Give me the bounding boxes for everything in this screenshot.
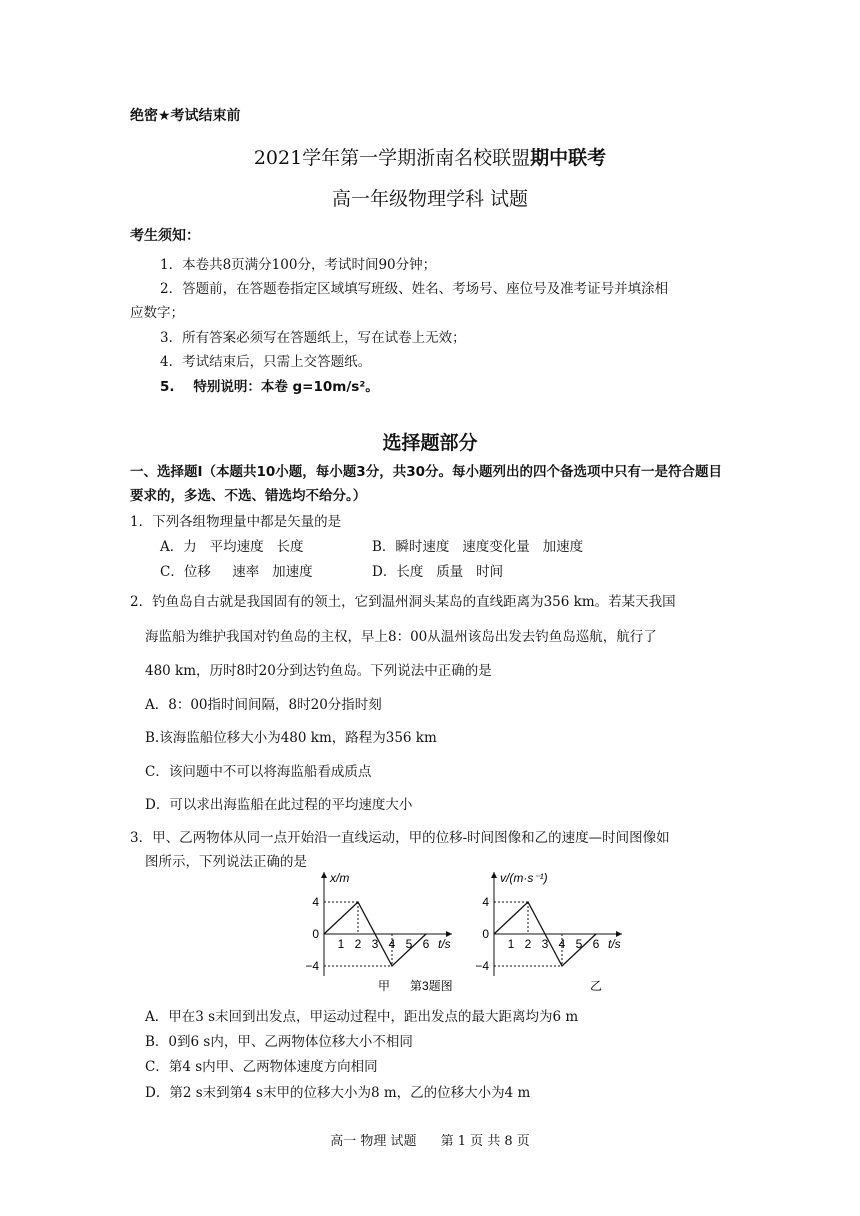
q2-option-a: A．8：00指时间间隔，8时20分指时刻	[145, 697, 382, 713]
jia-xtick-6: 6	[422, 937, 430, 951]
notice-heading: 考生须知：	[130, 228, 200, 244]
jia-xtick-4: 4	[388, 937, 396, 951]
q2-option-b: B.该海监船位移大小为480 km，路程为356 km	[145, 730, 437, 746]
notice-item-2-cont: 应数字；	[130, 305, 184, 321]
jia-xtick-5: 5	[405, 937, 413, 951]
left-graph-caption: 甲	[378, 979, 391, 993]
q2-stem-3: 480 km，历时8时20分到达钓鱼岛。下列说法中正确的是	[145, 663, 492, 679]
q1-stem: 1．下列各组物理量中都是矢量的是	[130, 514, 342, 530]
q3-option-d: D．第2 s末到第4 s末甲的位移大小为8 m，乙的位移大小为4 m	[145, 1085, 531, 1101]
q3-figure-svg	[290, 866, 650, 998]
part-heading: 一、选择题Ⅰ（本题共10小题，每小题3分，共30分。每小题列出的四个备选项中只有一是符合题目要求的，多选、不选、错选均不给分。）	[130, 464, 722, 504]
yi-xtick-5: 5	[575, 937, 583, 951]
jia-xtick-2: 2	[354, 937, 362, 951]
q1-option-a: A．力 平均速度 长度	[160, 539, 304, 555]
q2-stem-1: 2．钓鱼岛自古就是我国固有的领土，它到温州洞头某岛的直线距离为356 km。若某天我国	[130, 594, 676, 610]
q2-stem-2: 海监船为维护我国对钓鱼岛的主权，早上8：00从温州该岛出发去钓鱼岛巡航，航行了	[145, 629, 657, 645]
jia-ytick-neg: −4	[305, 959, 319, 973]
q3-option-c: C．第4 s内甲、乙两物体速度方向相同	[145, 1059, 378, 1075]
q2-option-d: D．可以求出海监船在此过程的平均速度大小	[145, 797, 413, 813]
q2-option-c: C．该问题中不可以将海监船看成质点	[145, 764, 372, 780]
yi-xtick-1: 1	[507, 937, 515, 951]
q3-stem-2: 图所示，下列说法正确的是	[145, 854, 307, 870]
notice-item-3: 3．所有答案必须写在答题纸上，写在试卷上无效；	[160, 330, 466, 346]
yi-ytick-neg: −4	[475, 959, 489, 973]
confidential-mark: 绝密★考试结束前	[130, 108, 241, 124]
yi-ytick-pos: 4	[482, 895, 489, 909]
right-graph-caption: 乙	[590, 979, 603, 993]
q1-option-c: C．位移 速率 加速度	[160, 564, 313, 580]
notice-item-2: 2．答题前，在答题卷指定区域填写班级、姓名、考场号、座位号及准考证号并填涂相	[160, 281, 669, 297]
q3-option-a: A．甲在3 s末回到出发点，甲运动过程中，距出发点的最大距离均为6 m	[145, 1009, 579, 1025]
jia-ytick-zero: 0	[312, 927, 319, 941]
jia-x-label: t/s	[438, 937, 451, 951]
yi-y-label: v/(m·s⁻¹)	[500, 871, 548, 885]
graph-jia	[305, 871, 452, 976]
q3-stem-1: 3．甲、乙两物体从同一点开始沿一直线运动，甲的位移-时间图像和乙的速度—时间图像如	[130, 830, 670, 846]
jia-xtick-1: 1	[337, 937, 345, 951]
footer-page-number: 第 1 页 共 8 页	[440, 1134, 530, 1149]
page-footer	[0, 1130, 860, 1149]
section-title: 选择题部分	[382, 432, 478, 454]
graph-yi	[475, 871, 622, 976]
q3-figure	[290, 866, 650, 1002]
jia-y-label: x/m	[330, 871, 350, 885]
yi-xtick-2: 2	[524, 937, 532, 951]
notice-item-4: 4．考试结束后，只需上交答题纸。	[160, 354, 372, 370]
yi-xtick-4: 4	[558, 937, 566, 951]
yi-xtick-6: 6	[592, 937, 600, 951]
q3-option-b: B．0到6 s内，甲、乙两物体位移大小不相同	[145, 1034, 413, 1050]
jia-xtick-3: 3	[371, 937, 379, 951]
exam-title-bold: 期中联考	[530, 147, 607, 169]
exam-title-main: 2021学年第一学期浙南名校联盟	[253, 147, 531, 169]
jia-ytick-pos: 4	[312, 895, 319, 909]
exam-subtitle: 高一年级物理学科 试题	[331, 188, 529, 210]
exam-title	[0, 143, 860, 170]
yi-x-label: t/s	[608, 937, 621, 951]
notice-item-1: 1．本卷共8页满分100分，考试时间90分钟；	[160, 257, 437, 273]
q1-option-b: B．瞬时速度 速度变化量 加速度	[372, 539, 584, 555]
notice-item-5: 5. 特别说明：本卷 g=10m/s²。	[160, 379, 379, 395]
footer-subject: 高一 物理 试题	[330, 1134, 417, 1149]
yi-ytick-zero: 0	[482, 927, 489, 941]
q1-option-d: D．长度 质量 时间	[372, 564, 504, 580]
figure-caption: 第3题图	[410, 979, 453, 993]
yi-xtick-3: 3	[541, 937, 549, 951]
